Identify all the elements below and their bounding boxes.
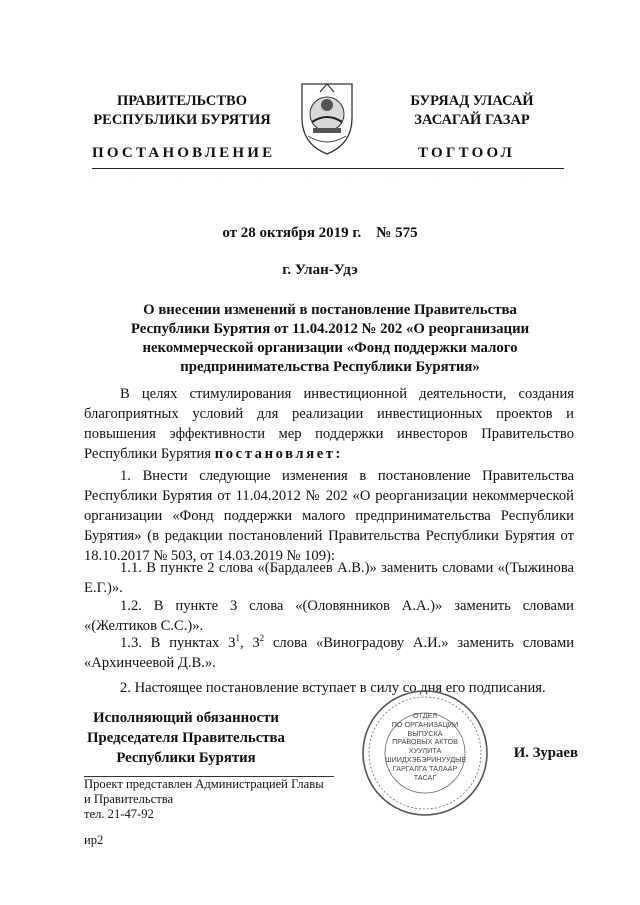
stamp-line: ГАРГАЛГА ТАЛААР: [392, 763, 458, 773]
item-1-3-sup1: 1: [235, 633, 240, 643]
footer-line1: Проект представлен Администрацией Главы: [84, 777, 324, 791]
header-left-line2: РЕСПУБЛИКИ БУРЯТИЯ: [93, 112, 271, 128]
footer-line3: тел. 21-47-92: [84, 807, 154, 821]
document-code: ир2: [84, 833, 104, 847]
preamble-paragraph: [84, 384, 574, 464]
stamp-line: ХУУЛИТА: [408, 746, 442, 756]
stamp-line: ШИИДХЭБЭРИНУУДЫЕ: [385, 754, 467, 764]
decree-word: постановляет:: [214, 446, 343, 462]
footer-line2: и Правительства: [84, 792, 174, 806]
stamp-line: ВЫПУСКА: [407, 728, 443, 738]
document-title-line: предпринимательства Республики Бурятия»: [180, 359, 480, 375]
document-type-title-buryat: ТОГТООЛ: [418, 145, 515, 161]
signatory-line2: Председателя Правительства: [87, 730, 285, 746]
footer-note: [84, 777, 384, 822]
signatory-line1: Исполняющий обязанности: [93, 710, 279, 726]
date-number: от 28 октября 2019 г. № 575: [222, 225, 418, 241]
item-2: 2. Настоящее постановление вступает в силу со дня его подписания.: [120, 680, 546, 696]
preamble-text: В целях стимулирования инвестиционной деятельности, создания благоприятных условий для реализации инвестиционных проектов и повышения эффективности мер поддержки инвесторов Правительство Республики Бурятия: [84, 386, 574, 462]
item-1-3: [84, 628, 574, 673]
item-1-2: 1.2. В пункте 3 слова «(Оловянников А.А.)» заменить словами «(Желтиков С.С.)».: [84, 598, 574, 634]
header-right: [382, 92, 562, 130]
document-title-line: О внесении изменений в постановление Правительства: [143, 302, 517, 318]
city: г. Улан-Удэ: [282, 262, 358, 278]
header-right-line2: ЗАСАГАЙ ГАЗАР: [414, 112, 530, 128]
header-left: [92, 92, 272, 130]
document-title-line: Республики Бурятия от 11.04.2012 № 202 «О реорганизации: [130, 321, 530, 337]
document-type-title: ПОСТАНОВЛЕНИЕ: [92, 145, 276, 161]
item-1-3-part-c: слова «Виноградову А.И.» заменить словами «Архинчеевой Д.В.».: [84, 634, 575, 671]
stamp-line: ТАСАГ: [413, 772, 437, 782]
header-left-line1: ПРАВИТЕЛЬСТВО: [117, 93, 247, 109]
item-1-3-sup2: 2: [259, 633, 265, 643]
item-1-3-part-a: 1.3. В пунктах 3: [120, 634, 236, 651]
stamp-line: ПРАВОВЫХ АКТОВ: [392, 737, 458, 747]
document-title-line: некоммерческой организации «Фонд поддержки малого: [142, 340, 518, 356]
document-title: [90, 301, 570, 377]
stamp-line: ОТДЕЛ: [412, 711, 438, 720]
signatory-name: И. Зураев: [513, 745, 578, 761]
header-divider: [92, 168, 564, 169]
item-1-3-part-b: , 3: [239, 634, 260, 651]
stamp-line: ПО ОРГАНИЗАЦИИ: [391, 719, 459, 729]
header-dots-divider: · · · · · · · · · · · ·: [92, 174, 564, 180]
signatory-title: [76, 708, 296, 768]
coat-of-arms-icon: [296, 78, 358, 156]
header-right-line1: БУРЯАД УЛАСАЙ: [410, 93, 534, 109]
stamp-text: [385, 712, 465, 782]
item-1: 1. Внести следующие изменения в постановление Правительства Республики Бурятия от 11.04.2012 № 202 «О реорганизации некоммерческой организации «Фонд поддержки малого предпринимательства Республики Бурятия» (в редакции постановлений Правительства Республики Бурятия от 18.10.2017 № 503, от 14.03.2019 № 109):: [84, 468, 574, 564]
signatory-line3: Республики Бурятия: [116, 750, 256, 766]
item-1-1: 1.1. В пункте 2 слова «(Бардалеев А.В.)» заменить словами «(Тыжинова Е.Г.)».: [84, 560, 574, 596]
